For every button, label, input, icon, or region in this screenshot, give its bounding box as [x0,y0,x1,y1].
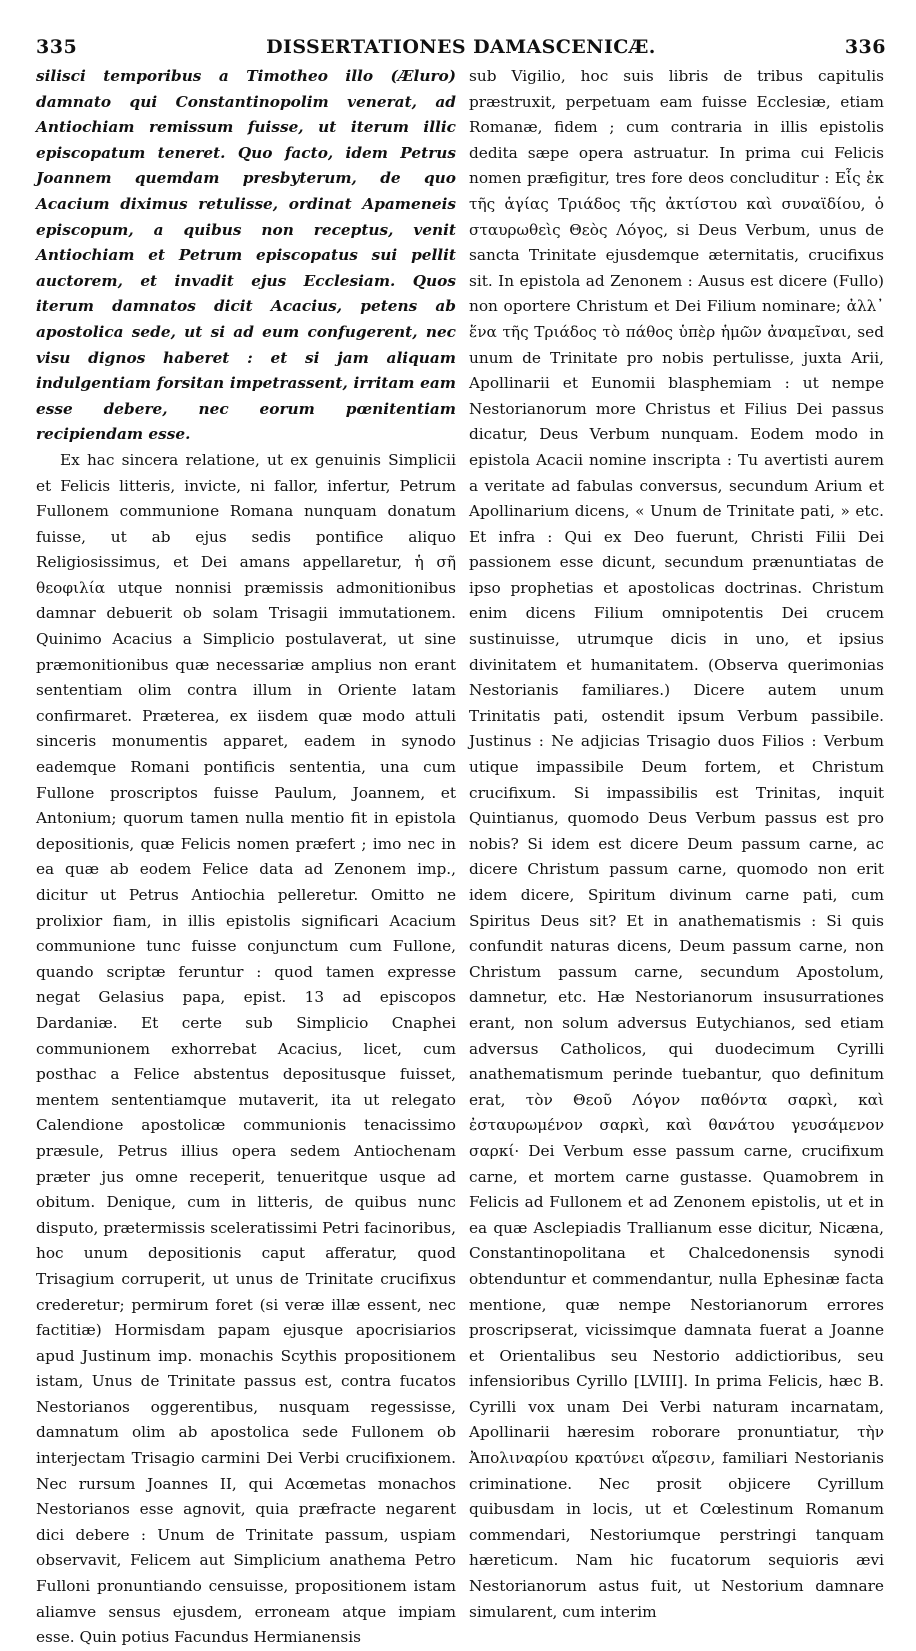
left-column [36,64,456,1651]
page-number-right: 336 [844,36,886,58]
right-paragraph-1: sub Vigilio, hoc suis libris de tribus capitulis præstruxit, perpetuam eam fuisse Ecclesiæ, etiam Romanæ, fidem ; cum contraria in illis epistolis dedita sæpe opera astruatur. In prima cui Felicis nomen præfigitur, tres fore deos concluditur : Εἷς ἐκ τῆς ἁγίας Τριάδος τῆς ἀκτίστου καὶ συναϊδίου, ὁ σταυρωθεὶς Θεὸς Λόγος, si Deus Verbum, unus de sancta Trinitate ejusdemque æternitatis, crucifixus sit. In epistola ad Zenonem : Ausus est dicere (Fullo) non oportere Christum et Dei Filium nominare; ἀλλ᾽ ἕνα τῆς Τριάδος τὸ πάθος ὑπὲρ ἡμῶν ἀναμεῖναι, sed unum de Trinitate pro nobis pertulisse, juxta Arii, Apollinarii et Eunomii blasphemiam : ut nempe Nestorianorum more Christus et Filius Dei passus dicatur, Deus Verbum nunquam. Eodem modo in epistola Acacii nomine inscripta : Tu avertisti aurem a veritate ad fabulas conversus, secundum Arium et Apollinarium dicens, « Unum de Trinitate pati, » etc. Et infra : Qui ex Deo fuerunt, Christi Filii Dei passionem esse dicunt, secundum prænuntiatas de ipso prophetias et apostolicas doctrinas. Christum enim dicens Filium omnipotentis Dei crucem sustinuisse, utrumque dicis in uno, et ipsius divinitatem et humanitatem. (Observa querimonias Nestorianis familiares.) Dicere autem unum Trinitatis pati, ostendit ipsum Verbum passibile. Justinus : Ne adjicias Trisagio duos Filios : Verbum utique impassibile Deum fortem, et Christum crucifixum. Si impassibilis est Trinitas, inquit Quintianus, quomodo Deus Verbum passus est pro nobis? Si idem est dicere Deum passum carne, ac dicere Christum passum carne, quomodo non erit idem dicere, Spiritum divinum carne pati, cum Spiritus Deus sit? Et in anathematismis : Si quis confundit naturas dicens, Deum passum carne, non Christum passum carne, secundum Apostolum, damnetur, etc. Hæ Nestorianorum insusurrationes erant, non solum adversus Eutychianos, sed etiam adversus Catholicos, qui duodecimum Cyrilli anathematismum perinde tuebantur, quo definitum erat, τὸν Θεοῦ Λόγον παθόντα σαρκὶ, καὶ ἐσταυρωμένον σαρκὶ, καὶ θανάτου γευσάμενον σαρκί· Dei Verbum esse passum carne, crucifixum carne, et mortem carne gustasse. Quamobrem in Felicis ad Fullonem et ad Zenonem epistolis, ut et in ea quæ Asclepiadis Trallianum esse dicitur, Nicæna, Constantinopolitana et Chalcedonensis synodi obtenduntur et commendantur, nulla Ephesinæ facta mentione, quæ nempe Nestorianorum errores proscripserat, vicissimque damnata fuerat a Joanne et Orientalibus seu Nestorio addictioribus, seu infensioribus Cyrillo [LVIII]. In prima Felicis, hæc B. Cyrilli vox unam Dei Verbi naturam incarnatam, Apollinarii hæresim roborare pronuntiatur, τὴν Ἀπολιναρίου κρατύνει αἵρεσιν, familiari Nestorianis criminatione. Nec prosit objicere Cyrillum quibusdam in locis, ut et Cœlestinum Romanum commendari, Nestoriumque perstringi tanquam hæreticum. Nam hic fucatorum sequioris ævi Nestorianorum astus fuit, ut Nestorium damnare simularent, cum interim [469,67,884,1621]
running-title: DISSERTATIONES DAMASCENICÆ. [266,36,656,58]
page-header [36,36,886,62]
page-number-left: 335 [36,36,78,58]
left-paragraph-1: silisci temporibus a Timotheo illo (Æluro) damnato qui Constantinopolim venerat, ad Antiochiam remissum fuisse, ut iterum illic episcopatum teneret. Quo facto, idem Petrus Joannem quemdam presbyterum, de quo Acacium diximus retulisse, ordinat Apameneis episcopum, a quibus non receptus, venit Antiochiam et Petrum episcopatus sui pellit auctorem, et invadit ejus Ecclesiam. Quos iterum damnatos dicit Acacius, petens ab apostolica sede, ut si ad eum confugerent, nec visu dignos haberet : et si jam aliquam indulgentiam forsitan impetrassent, irritam eam esse debere, nec eorum pœnitentiam recipiendam esse. [36,67,456,444]
right-column [469,64,884,1625]
left-paragraph-2: Ex hac sincera relatione, ut ex genuinis Simplicii et Felicis litteris, invicte, ni fallor, infertur, Petrum Fullonem communione Romana nunquam donatum fuisse, ut ab ejus sedis pontifice aliquo Religiosissimus, et Dei amans appellaretur, ἡ σῆ θεοφιλία utque nonnisi præmissis admonitionibus damnar debuerit ob solam Trisagii immutationem. Quinimo Acacius a Simplicio postulaverat, ut sine præmonitionibus quæ necessariæ amplius non erant sententiam olim contra illum in Oriente latam confirmaret. Præterea, ex iisdem quæ modo attuli sinceris monumentis apparet, eadem in synodo eademque Romani pontificis sententia, una cum Fullone proscriptos fuisse Paulum, Joannem, et Antonium; quorum tamen nulla mentio fit in epistola depositionis, quæ Felicis nomen præfert ; imo nec in ea quæ ab eodem Felice data ad Zenonem imp., dicitur ut Petrus Antiochia pelleretur. Omitto ne prolixior fiam, in illis epistolis significari Acacium communione tunc fuisse conjunctum cum Fullone, quando scriptæ feruntur : quod tamen expresse negat Gelasius papa, epist. 13 ad episcopos Dardaniæ. Et certe sub Simplicio Cnaphei communionem exhorrebat Acacius, licet, cum posthac a Felice abstentus depositusque fuisset, mentem sententiamque mutaverit, ita ut relegato Calendione apostolicæ communionis tenacissimo præsule, Petrus illius opera sedem Antiochenam præter jus omne receperit, tenueritque usque ad obitum. Denique, cum in litteris, de quibus nunc disputo, prætermissis sceleratissimi Petri facinoribus, hoc unum depositionis caput afferatur, quod Trisagium corruperit, ut unus de Trinitate crucifixus crederetur; permirum foret (si veræ illæ essent, nec factitiæ) Hormisdam papam ejusque apocrisiarios apud Justinum imp. monachis Scythis propositionem istam, Unus de Trinitate passus est, contra fucatos Nestorianos oggerentibus, nusquam regessisse, damnatum olim ab apostolica sede Fullonem ob interjectam Trisagio carmini Dei Verbi crucifixionem. Nec rursum Joannes II, qui Acœmetas monachos Nestorianos esse agnovit, quia præfracte negarent dici debere : Unum de Trinitate passum, uspiam observavit, Felicem aut Simplicium anathema Petro Fulloni pronuntiando censuisse, propositionem istam aliamve sensus ejusdem, erroneam atque impiam esse. Quin potius Facundus Hermianensis [36,450,456,1647]
